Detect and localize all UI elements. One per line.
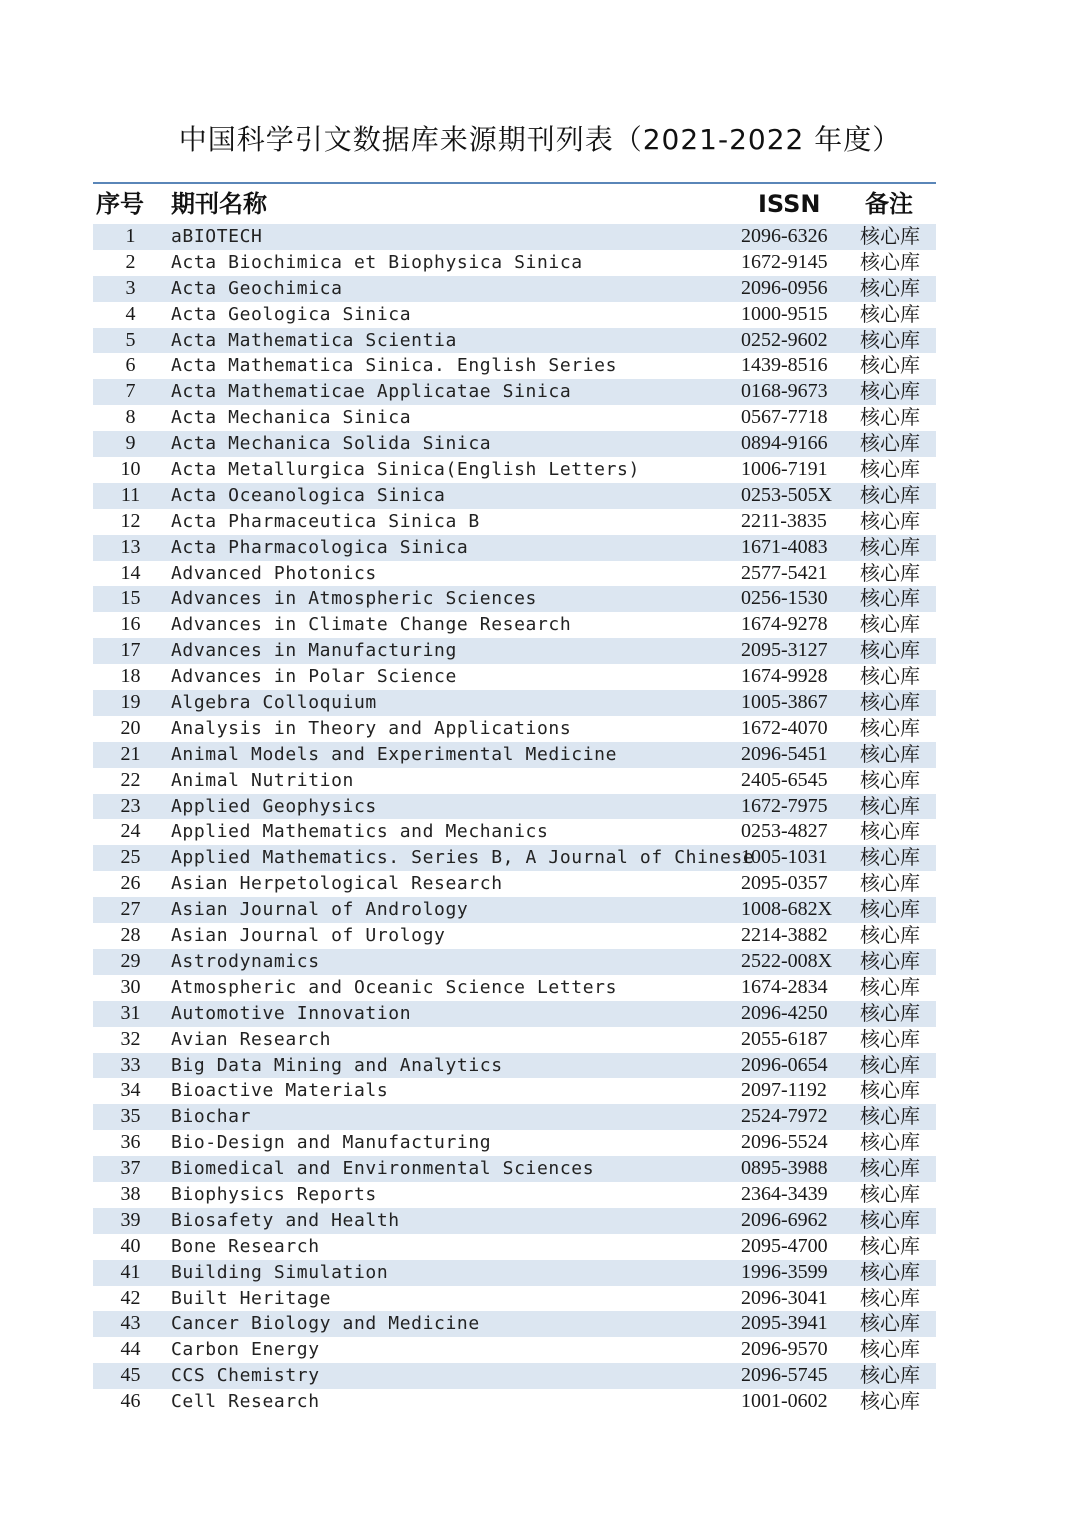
journal-issn: 0894-9166	[741, 432, 828, 455]
journal-note: 核心库	[860, 948, 920, 973]
header-number: 序号	[96, 190, 144, 218]
journal-name: Built Heritage	[171, 1287, 332, 1309]
journal-issn: 1996-3599	[741, 1260, 828, 1283]
journal-note: 核心库	[860, 1207, 920, 1232]
journal-issn: 0567-7718	[741, 406, 828, 429]
row-number: 15	[120, 587, 141, 610]
journal-note: 核心库	[860, 1363, 920, 1388]
journal-name: Acta Mathematica Sinica. English Series	[171, 355, 618, 377]
journal-name: Big Data Mining and Analytics	[171, 1054, 503, 1076]
journal-name: Carbon Energy	[171, 1339, 320, 1361]
journal-name: Advances in Manufacturing	[171, 640, 457, 662]
table-row	[93, 1001, 936, 1027]
table-row	[93, 483, 936, 509]
journal-issn: 0252-9602	[741, 328, 828, 351]
journal-note: 核心库	[860, 224, 920, 248]
journal-name: CCS Chemistry	[171, 1365, 320, 1387]
journal-note: 核心库	[860, 1156, 920, 1181]
journal-note: 核心库	[860, 1078, 920, 1103]
table-row	[93, 353, 936, 379]
journal-note: 核心库	[860, 1285, 920, 1310]
journal-issn: 2577-5421	[741, 561, 828, 584]
journal-note: 核心库	[860, 1104, 920, 1129]
journal-note: 核心库	[860, 1311, 920, 1336]
journal-note: 核心库	[860, 1233, 920, 1258]
row-number: 36	[120, 1131, 141, 1154]
journal-note: 核心库	[860, 612, 920, 637]
row-number: 34	[120, 1079, 141, 1102]
journal-issn: 0895-3988	[741, 1157, 828, 1180]
table-row	[93, 742, 936, 768]
journal-issn: 2095-0357	[741, 872, 828, 895]
journal-issn: 1672-9145	[741, 250, 828, 273]
journal-issn: 1674-2834	[741, 975, 828, 998]
table-row	[93, 716, 936, 742]
row-number: 32	[120, 1027, 141, 1050]
table-header	[93, 182, 936, 224]
table-row	[93, 1053, 936, 1079]
journal-name: Animal Models and Experimental Medicine	[171, 743, 618, 765]
journal-issn: 1008-682X	[741, 898, 833, 921]
journal-issn: 2096-4250	[741, 1001, 828, 1024]
journal-note: 核心库	[860, 457, 920, 482]
row-number: 13	[120, 535, 141, 558]
journal-note: 核心库	[860, 819, 920, 844]
journal-issn: 1439-8516	[741, 354, 828, 377]
journal-name: Atmospheric and Oceanic Science Letters	[171, 976, 618, 998]
row-number: 45	[120, 1364, 141, 1387]
journal-name: Advances in Polar Science	[171, 666, 457, 688]
table-row	[93, 664, 936, 690]
row-number: 2	[125, 250, 136, 273]
journal-note: 核心库	[860, 1026, 920, 1051]
row-number: 29	[120, 949, 141, 972]
journal-issn: 1672-4070	[741, 716, 828, 739]
journal-name: Bio-Design and Manufacturing	[171, 1132, 492, 1154]
row-number: 26	[120, 872, 141, 895]
journal-note: 核心库	[860, 586, 920, 611]
row-number: 42	[120, 1286, 141, 1309]
journal-issn: 1674-9928	[741, 665, 828, 688]
journal-issn: 1672-7975	[741, 794, 828, 817]
journal-issn: 2095-3127	[741, 639, 828, 662]
row-number: 3	[125, 276, 136, 299]
journal-issn: 2095-3941	[741, 1312, 828, 1335]
journal-name: aBIOTECH	[171, 226, 263, 247]
table-row	[93, 431, 936, 457]
table-row	[93, 819, 936, 845]
journal-note: 核心库	[860, 249, 920, 274]
journal-note: 核心库	[860, 638, 920, 663]
journal-name: Automotive Innovation	[171, 1002, 412, 1024]
journal-issn: 1674-9278	[741, 613, 828, 636]
table-row	[93, 302, 936, 328]
journal-note: 核心库	[860, 379, 920, 404]
journal-issn: 2096-5524	[741, 1131, 828, 1154]
row-number: 17	[120, 639, 141, 662]
journal-issn: 2096-5745	[741, 1364, 828, 1387]
table-row	[93, 586, 936, 612]
page-title: 中国科学引文数据库来源期刊列表（2021-2022 年度）	[178, 123, 902, 156]
journal-name: Acta Pharmacologica Sinica	[171, 536, 469, 558]
table-row	[93, 690, 936, 716]
row-number: 35	[120, 1105, 141, 1128]
table-row	[93, 1234, 936, 1260]
journal-note: 核心库	[860, 327, 920, 352]
row-number: 19	[120, 691, 141, 714]
table-row	[93, 1389, 936, 1415]
journal-name: Analysis in Theory and Applications	[171, 717, 572, 739]
table-row	[93, 975, 936, 1001]
journal-issn: 2096-6962	[741, 1208, 828, 1231]
header-journal-name: 期刊名称	[171, 190, 267, 218]
table-row	[93, 1363, 936, 1389]
journal-name: Biosafety and Health	[171, 1209, 400, 1231]
journal-issn: 2405-6545	[741, 768, 828, 791]
journal-note: 核心库	[860, 534, 920, 559]
journal-note: 核心库	[860, 664, 920, 689]
journal-name: Cancer Biology and Medicine	[171, 1313, 480, 1335]
journal-name: Astrodynamics	[171, 950, 320, 972]
journal-issn: 2096-0956	[741, 276, 828, 299]
row-number: 37	[120, 1157, 141, 1180]
table-row	[93, 871, 936, 897]
row-number: 46	[120, 1390, 141, 1413]
journal-note: 核心库	[860, 690, 920, 715]
table-row	[93, 1311, 936, 1337]
journal-issn: 0168-9673	[741, 380, 828, 403]
journal-note: 核心库	[860, 1000, 920, 1025]
journal-name: Cell Research	[171, 1391, 320, 1413]
journal-issn: 2096-6326	[741, 225, 828, 247]
journal-issn: 1005-3867	[741, 691, 828, 714]
table-row	[93, 224, 936, 250]
journal-name: Acta Pharmaceutica Sinica B	[171, 510, 480, 532]
journal-name: Acta Mechanica Sinica	[171, 407, 412, 429]
journal-name: Algebra Colloquium	[171, 692, 377, 714]
journal-issn: 2097-1192	[741, 1079, 827, 1102]
journal-name: Advances in Atmospheric Sciences	[171, 588, 537, 610]
journal-issn: 1000-9515	[741, 302, 828, 325]
journal-note: 核心库	[860, 793, 920, 818]
journal-issn: 0253-4827	[741, 820, 828, 843]
journal-note: 核心库	[860, 508, 920, 533]
journal-note: 核心库	[860, 301, 920, 326]
row-number: 38	[120, 1182, 141, 1205]
row-number: 31	[120, 1001, 141, 1024]
row-number: 27	[120, 898, 141, 921]
table-row	[93, 1182, 936, 1208]
row-number: 7	[125, 380, 136, 403]
journal-name: Advanced Photonics	[171, 562, 377, 584]
table-row	[93, 405, 936, 431]
journal-name: Applied Mathematics. Series B, A Journal of Chinese	[171, 847, 755, 869]
row-number: 28	[120, 924, 141, 947]
row-number: 20	[120, 716, 141, 739]
journal-note: 核心库	[860, 1389, 920, 1414]
row-number: 40	[120, 1234, 141, 1257]
row-number: 30	[120, 975, 141, 998]
journal-name: Asian Journal of Andrology	[171, 899, 469, 921]
table-row	[93, 612, 936, 638]
journal-note: 核心库	[860, 715, 920, 740]
journal-issn: 2096-9570	[741, 1338, 828, 1361]
row-number: 9	[125, 432, 136, 455]
journal-note: 核心库	[860, 1130, 920, 1155]
journal-issn: 2096-5451	[741, 742, 828, 765]
journal-name: Acta Metallurgica Sinica(English Letters)	[171, 459, 640, 481]
journal-note: 核心库	[860, 405, 920, 430]
journal-note: 核心库	[860, 845, 920, 870]
table-row	[93, 457, 936, 483]
row-number: 5	[125, 328, 136, 351]
row-number: 8	[125, 406, 136, 429]
row-number: 11	[120, 483, 141, 506]
table-row	[93, 1337, 936, 1363]
row-number: 24	[120, 820, 141, 843]
table-row	[93, 845, 936, 871]
row-number: 44	[120, 1338, 141, 1361]
table-row	[93, 1130, 936, 1156]
row-number: 22	[120, 768, 141, 791]
journal-note: 核心库	[860, 741, 920, 766]
row-number: 39	[120, 1208, 141, 1231]
table-row	[93, 1104, 936, 1130]
journal-name: Asian Journal of Urology	[171, 925, 446, 947]
journal-issn: 2096-3041	[741, 1286, 828, 1309]
table-row	[93, 276, 936, 302]
table-row	[93, 768, 936, 794]
journal-note: 核心库	[860, 1052, 920, 1077]
row-number: 33	[120, 1053, 141, 1076]
table-row	[93, 638, 936, 664]
journal-issn: 2214-3882	[741, 924, 828, 947]
row-number: 25	[120, 846, 141, 869]
journal-note: 核心库	[860, 431, 920, 456]
journal-issn: 2055-6187	[741, 1027, 828, 1050]
journal-issn: 1005-1031	[741, 846, 828, 869]
journal-name: Building Simulation	[171, 1261, 389, 1283]
table-row	[93, 949, 936, 975]
journal-note: 核心库	[860, 560, 920, 585]
journal-name: Avian Research	[171, 1028, 332, 1050]
table-row	[93, 535, 936, 561]
journal-issn: 1006-7191	[741, 458, 828, 481]
row-number: 16	[120, 613, 141, 636]
row-number: 23	[120, 794, 141, 817]
table-row	[93, 328, 936, 354]
table-row	[93, 379, 936, 405]
journal-note: 核心库	[860, 923, 920, 948]
journal-note: 核心库	[860, 353, 920, 378]
journal-issn: 2211-3835	[741, 509, 827, 532]
table-row	[93, 1027, 936, 1053]
row-number: 14	[120, 561, 141, 584]
header-note: 备注	[865, 190, 913, 218]
row-number: 41	[120, 1260, 141, 1283]
table-row	[93, 794, 936, 820]
row-number: 12	[120, 509, 141, 532]
journal-name: Biochar	[171, 1106, 252, 1128]
journal-name: Acta Mechanica Solida Sinica	[171, 433, 492, 455]
row-number: 4	[125, 302, 136, 325]
journal-note: 核心库	[860, 1259, 920, 1284]
journal-name: Acta Mathematicae Applicatae Sinica	[171, 381, 572, 403]
journal-note: 核心库	[860, 897, 920, 922]
journal-issn: 2364-3439	[741, 1182, 828, 1205]
journal-name: Applied Geophysics	[171, 795, 377, 817]
journal-issn: 2096-0654	[741, 1053, 828, 1076]
table-row	[93, 1286, 936, 1312]
row-number: 1	[125, 225, 136, 247]
journal-name: Bone Research	[171, 1235, 320, 1257]
row-number: 18	[120, 665, 141, 688]
journal-name: Acta Biochimica et Biophysica Sinica	[171, 251, 583, 273]
row-number: 10	[120, 458, 141, 481]
table-row	[93, 923, 936, 949]
header-issn: ISSN	[758, 190, 821, 218]
journal-name: Acta Oceanologica Sinica	[171, 484, 446, 506]
table-row	[93, 250, 936, 276]
table-row	[93, 561, 936, 587]
journal-name: Animal Nutrition	[171, 769, 354, 791]
journal-name: Biophysics Reports	[171, 1183, 377, 1205]
journal-issn: 2524-7972	[741, 1105, 828, 1128]
journal-note: 核心库	[860, 767, 920, 792]
table-row	[93, 897, 936, 923]
table-row	[93, 1156, 936, 1182]
journal-note: 核心库	[860, 871, 920, 896]
journal-note: 核心库	[860, 974, 920, 999]
journal-issn: 0256-1530	[741, 587, 828, 610]
journal-issn: 2522-008X	[741, 949, 833, 972]
journal-table	[93, 182, 936, 1415]
journal-note: 核心库	[860, 1337, 920, 1362]
row-number: 21	[120, 742, 141, 765]
row-number: 6	[125, 354, 136, 377]
journal-name: Advances in Climate Change Research	[171, 614, 572, 636]
journal-name: Applied Mathematics and Mechanics	[171, 821, 549, 843]
journal-issn: 2095-4700	[741, 1234, 828, 1257]
row-number: 43	[120, 1312, 141, 1335]
journal-issn: 1001-0602	[741, 1390, 828, 1413]
journal-name: Acta Geologica Sinica	[171, 303, 412, 325]
journal-issn: 1671-4083	[741, 535, 828, 558]
journal-name: Bioactive Materials	[171, 1080, 389, 1102]
journal-name: Acta Geochimica	[171, 277, 343, 299]
journal-issn: 0253-505X	[741, 483, 833, 506]
journal-note: 核心库	[860, 482, 920, 507]
journal-name: Acta Mathematica Scientia	[171, 329, 457, 351]
journal-name: Asian Herpetological Research	[171, 873, 503, 895]
table-row	[93, 1208, 936, 1234]
journal-note: 核心库	[860, 1181, 920, 1206]
journal-name: Biomedical and Environmental Sciences	[171, 1158, 595, 1180]
table-body	[93, 224, 936, 1415]
table-row	[93, 1260, 936, 1286]
table-row	[93, 1078, 936, 1104]
journal-note: 核心库	[860, 275, 920, 300]
table-row	[93, 509, 936, 535]
